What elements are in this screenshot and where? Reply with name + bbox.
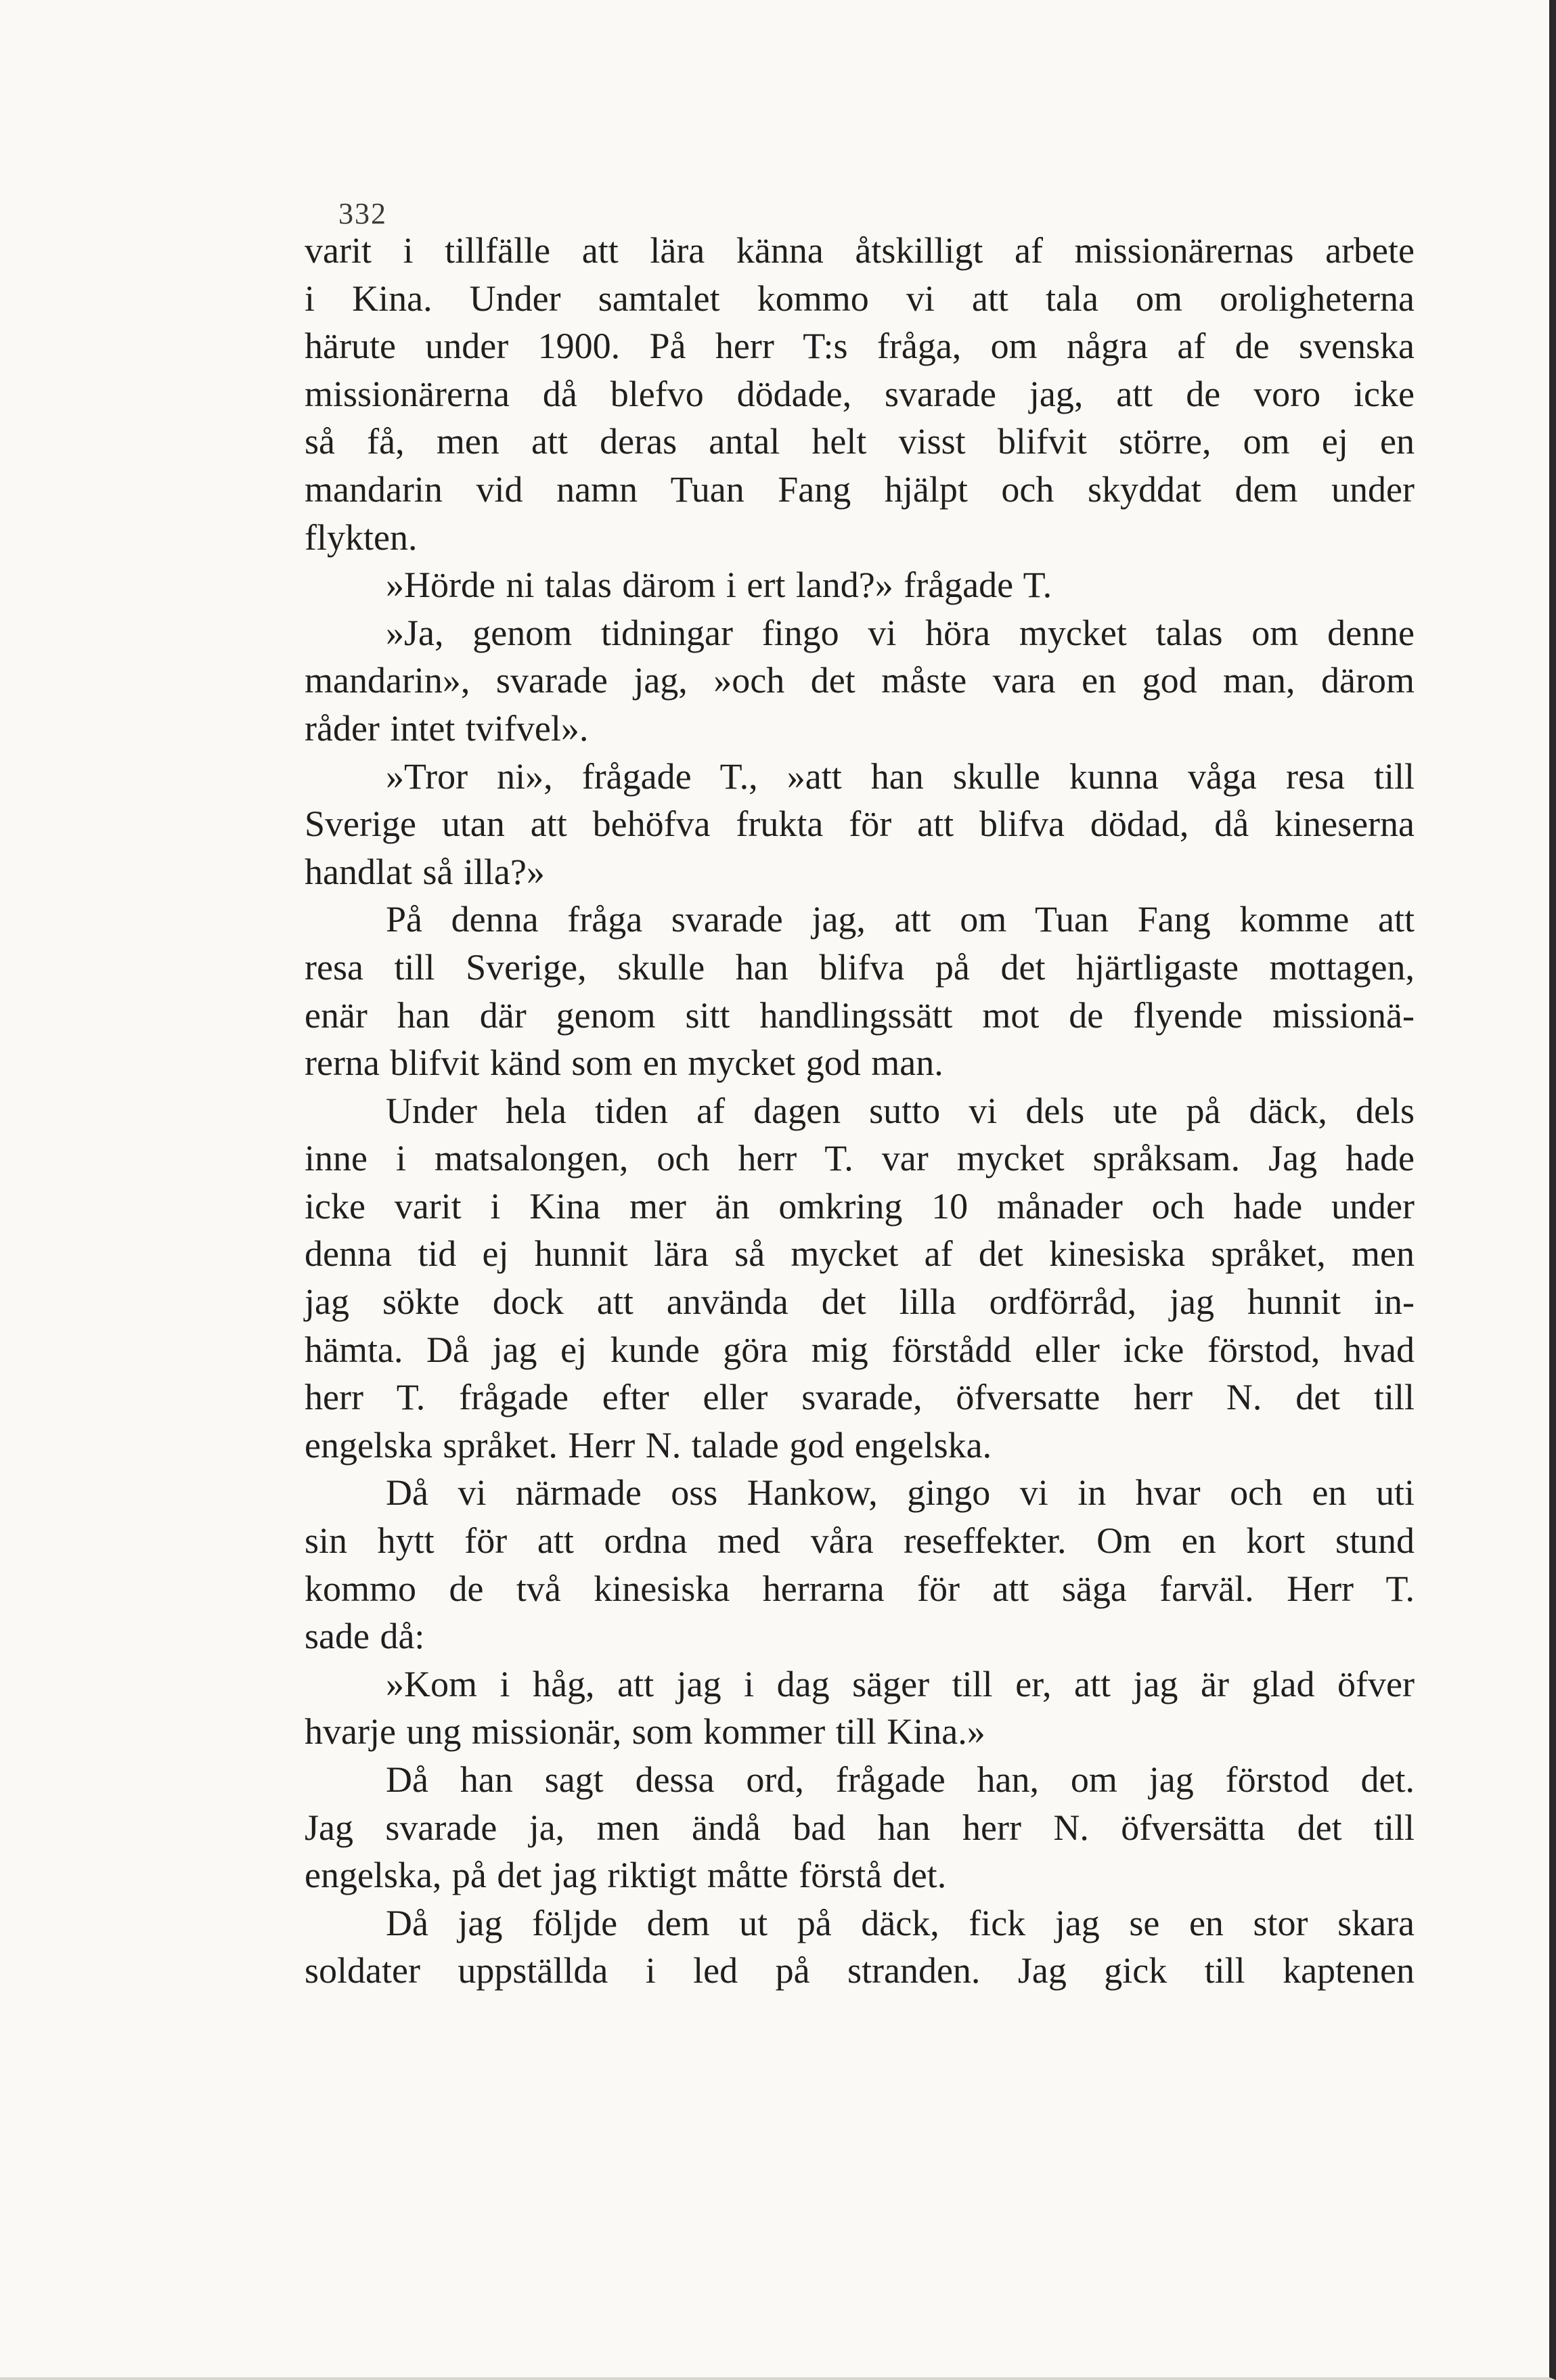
text-line: På denna fråga svarade jag, att om Tuan Fang komme att [386,899,1415,940]
text-line: hämta. Då jag ej kunde göra mig förstådd eller icke förstod, hvad [305,1329,1415,1370]
text-line: engelska språket. Herr N. talade god engelska. [305,1424,992,1466]
text-line: så få, men att deras antal helt visst blifvit större, om ej en [305,421,1415,462]
text-line: missionärerna då blefvo dödade, svarade jag, att de voro icke [305,373,1415,414]
text-line: rerna blifvit känd som en mycket god man. [305,1042,943,1084]
text-line: jag sökte dock att använda det lilla ordförråd, jag hunnit in- [305,1281,1415,1323]
text-line: råder intet tvifvel». [305,707,589,749]
text-line: sade då: [305,1616,425,1657]
text-line: »Tror ni», frågade T., »att han skulle kunna våga resa till [386,755,1415,797]
text-line: »Ja, genom tidningar fingo vi höra mycket talas om denne [386,612,1415,653]
text-line: mandarin», svarade jag, »och det måste vara en god man, därom [305,660,1415,701]
text-line: inne i matsalongen, och herr T. var mycket språksam. Jag hade [305,1138,1415,1179]
text-line: flykten. [305,516,418,558]
text-line: »Kom i håg, att jag i dag säger till er, att jag är glad öfver [386,1663,1415,1704]
text-line: mandarin vid namn Tuan Fang hjälpt och skyddat dem under [305,468,1415,510]
text-line: Då vi närmade oss Hankow, gingo vi in hvar och en uti [386,1472,1415,1514]
text-line: »Hörde ni talas därom i ert land?» frågade T. [386,565,1052,606]
text-line: enär han där genom sitt handlingssätt mot de flyende missionä- [305,994,1415,1036]
text-line: icke varit i Kina mer än omkring 10 månader och hade under [305,1185,1415,1227]
body-text [305,227,1415,1995]
text-line: denna tid ej hunnit lära så mycket af det kinesiska språket, men [305,1233,1415,1275]
text-line: soldater uppställda i led på stranden. Jag gick till kaptenen [305,1950,1415,1991]
text-line: Då jag följde dem ut på däck, fick jag se en stor skara [386,1902,1415,1943]
text-line: Jag svarade ja, men ändå bad han herr N. öfversätta det till [305,1807,1415,1848]
text-line: engelska, på det jag riktigt måtte förstå det. [305,1855,947,1896]
text-line: handlat så illa?» [305,851,545,892]
text-line: härute under 1900. På herr T:s fråga, om några af de svenska [305,326,1415,367]
text-line: kommo de två kinesiska herrarna för att säga farväl. Herr T. [305,1568,1415,1609]
text-line: herr T. frågade efter eller svarade, öfversatte herr N. det till [305,1377,1415,1418]
text-line: sin hytt för att ordna med våra reseffekter. Om en kort stund [305,1520,1415,1562]
text-line: Sverige utan att behöfva frukta för att blifva dödad, då kineserna [305,803,1415,845]
text-line: i Kina. Under samtalet kommo vi att tala om oroligheterna [305,278,1415,319]
text-line: hvarje ung missionär, som kommer till Kina.» [305,1711,985,1753]
text-line: resa till Sverige, skulle han blifva på det hjärtligaste mottagen, [305,946,1415,988]
text-line: Under hela tiden af dagen sutto vi dels ute på däck, dels [386,1090,1415,1131]
text-line: varit i tillfälle att lära känna åtskilligt af missionärernas arbete [305,230,1415,271]
page-number: 332 [338,197,387,230]
text-line: Då han sagt dessa ord, frågade han, om jag förstod det. [386,1759,1415,1800]
